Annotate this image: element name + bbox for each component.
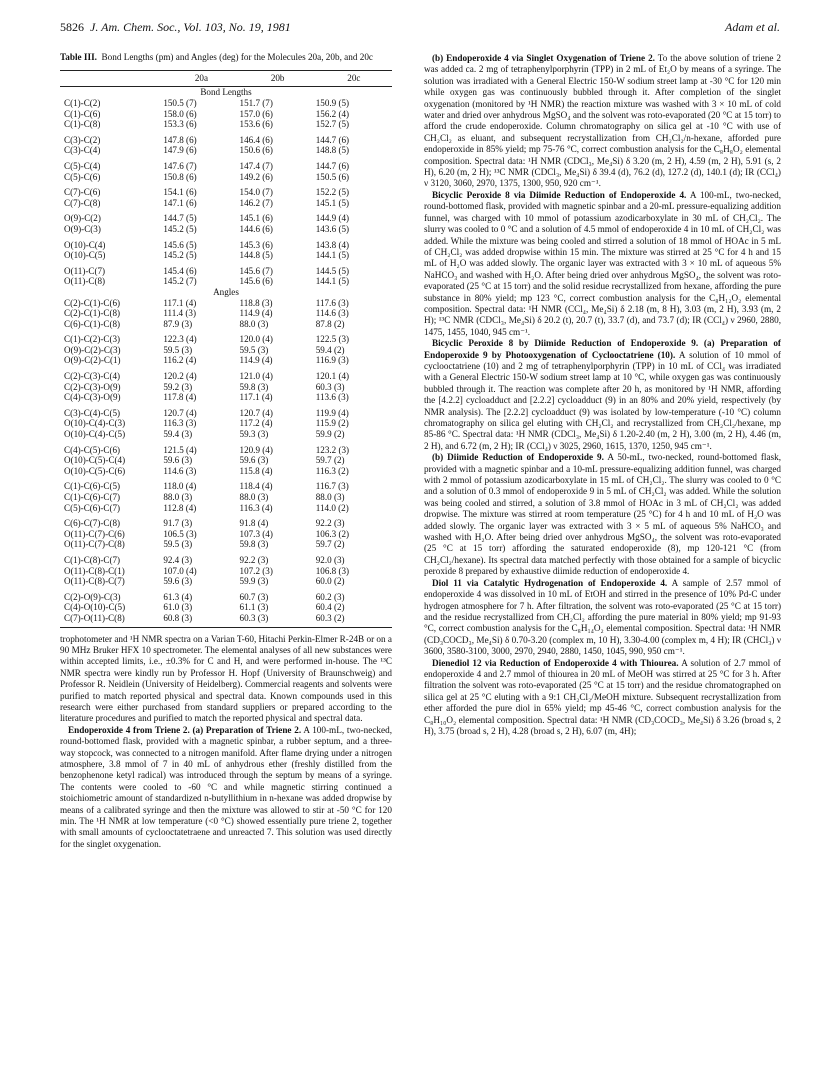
table-column-header: 20b (240, 71, 316, 87)
table-cell-bond: O(10)-C(5)-C(4) (64, 455, 126, 466)
paragraph-heading: (b) Diimide Reduction of Endoperoxide 9. (432, 452, 604, 463)
table-cell-value: 145.6 (5) (163, 239, 197, 250)
table-cell-bond: O(10)-C(4) (64, 239, 106, 250)
body-paragraph (60, 725, 392, 850)
table-cell-value: 59.7 (2) (315, 539, 345, 550)
table-row (60, 408, 392, 419)
paragraph-text: A solution of 2.7 mmol of endoperoxide 4 and 2.7 mmol of thiourea in 20 mL of MeOH was stirred at 25 °C for 3 h. After filtration the solvent was roto-evaporated (25 °C at 15 torr) and the residue chromatographed on silica gel at 25 °C eluting with a 9:1 CH₂Cl₂/MeOH mixture. Subsequent recrystallization from ether afforded the pure diol in 65% yield; mp 45-46 °C, correct combustion analysis for the C₈H₁₀O₂ elemental composition. Spectral data: ¹H NMR (CD₃COCD₃, Me₄Si) δ 3.26 (broad s, 2 H), 3.75 (broad s, 2 H), 4.28 (broad s, 2 H), 6.07 (m, 4H); (424, 657, 781, 736)
table-row (60, 119, 392, 130)
paragraph-heading: Dienediol 12 via Reduction of Endoperoxide 4 with Thiourea. (432, 657, 679, 668)
table-cell-value: 145.6 (7) (239, 265, 273, 276)
table-header (60, 71, 392, 87)
table-cell-bond: C(4)-O(10)-C(5) (64, 602, 126, 613)
table-cell-value: 92.2 (3) (315, 518, 345, 529)
table-cell-value: 156.2 (4) (315, 108, 350, 119)
table-cell-value: 154.0 (7) (239, 187, 273, 198)
table-cell-value: 114.9 (4) (239, 355, 273, 366)
table-row (60, 481, 392, 492)
table-cell-value: 88.0 (3) (239, 318, 269, 329)
table-cell-value: 149.2 (6) (239, 171, 273, 182)
table-row (60, 613, 392, 624)
paragraph-heading: Diol 11 via Catalytic Hydrogenation of Endoperoxide 4. (432, 577, 668, 588)
table-section-row (60, 87, 392, 98)
table-cell-value: 150.9 (5) (315, 98, 350, 108)
table-cell-value: 145.2 (7) (163, 276, 197, 287)
table-cell-value: 106.3 (2) (315, 528, 350, 539)
table-cell-value: 61.3 (4) (163, 591, 193, 602)
table-caption-label: Table III. (60, 52, 97, 62)
table-cell-value: 60.3 (3) (239, 612, 269, 623)
table-cell-value: 87.8 (2) (315, 318, 345, 329)
table-cell-value: 106.8 (3) (315, 565, 350, 576)
table-cell-value: 107.3 (4) (239, 528, 273, 539)
table-cell-bond: C(4)-C(5)-C(6) (64, 444, 121, 455)
table-cell-value: 60.2 (3) (315, 591, 345, 602)
table-cell-value: 145.4 (6) (163, 265, 197, 276)
body-paragraph (424, 53, 781, 190)
table-cell-value: 114.6 (3) (315, 308, 349, 319)
table-cell-value: 116.3 (4) (239, 502, 273, 513)
table-cell-value: 87.9 (3) (163, 318, 193, 329)
table-cell-bond: C(3)-C(2) (64, 134, 101, 145)
table-row (60, 308, 392, 319)
table-row (60, 224, 392, 235)
table-cell-value: 144.1 (5) (315, 250, 350, 261)
table-cell-value: 144.1 (5) (315, 276, 350, 287)
paragraph-text: trophotometer and ¹H NMR spectra on a Varian T-60, Hitachi Perkin-Elmer R-24B or on a 90 MHz Bruker HFX 10 spectrometer. The elemental analyses of all new substances were within accepted limits, i.e., ±0.3% for C and H, and were performed in-house. The ¹³C NMR spectra were kindly run by Professor H. Hopf (University of Braunschweig) and Professor R. Neidlein (University of Heidelberg). Commercial reagents and solvents were purified to match reported physical and spectral data. Known compounds used in this research were either purchased from standard suppliers or prepared according to the literature procedures and purified to match the reported physical and spectral data. (60, 633, 392, 724)
table-cell-bond: O(11)-C(8)-C(1) (64, 565, 125, 576)
paragraph-heading: Bicyclic Peroxide 8 by Diimide Reduction of Endoperoxide 9. (a) Preparation of Endoperoxide 9 by Photooxygenation of Cyclooctatriene (10). (424, 338, 781, 360)
table-cell-bond: C(1)-C(6) (64, 108, 101, 119)
table-cell-bond: C(1)-C(6)-C(7) (64, 492, 121, 502)
table-cell-value: 117.2 (4) (239, 418, 273, 429)
table-cell-value: 59.4 (3) (163, 429, 193, 440)
paragraph-text: A 100-mL, two-necked, round-bottomed flask, provided with magnetic spinbar and a 20-mL pressure-equalizing addition funnel, was charged with 10 mmol of potassium azodicarboxylate in 30 mL of CH₂Cl₂. The slurry was cooled to 0 °C and a solution of 4.5 mmol of endoperoxide 4 in 10 mL of CH₂Cl₂ was added. While the mixture was being cooled and stirred a solution of 18 mmol of HOAc in 5 mL of CH₂Cl₂ was added dropwise within 15 min. The mixture was stirred at 25 °C for 4 h and 15 mL of H₂O was added slowly. The organic layer was extracted with 3 × 10 mL of aqueous 5% NaHCO₃ and washed with H₂O. After being dried over anhydrous MgSO₄, the solvent was roto-evaporated (25 °C at 15 torr) and the solid residue recrystallized from hexane, affording the pure substance in 80% yield; mp 123 °C, correct combustion analysis for the C₈H₁₂O₂ elemental composition. Spectral data: ¹H NMR (CCl₄, Me₄Si) δ 2.18 (m, 8 H), 3.03 (m, 2 H), 3.93 (m, 2 H); ¹³C NMR (CDCl₃, Me₄Si) δ 20.2 (t), 20.7 (t), 33.7 (d), and 73.7 (d); IR (CCl₄) ν 2960, 2880, 1475, 1455, 1040, 945 cm⁻¹. (424, 189, 781, 337)
table-cell-bond: C(1)-C(2)-C(3) (64, 334, 121, 345)
body-paragraph (424, 658, 781, 738)
table-column-header (60, 71, 163, 87)
table-cell-value: 145.1 (5) (315, 197, 350, 208)
table-cell-value: 114.9 (4) (239, 308, 273, 319)
table-row (60, 566, 392, 577)
table-caption (60, 52, 392, 63)
paragraph-text: A solution of 10 mmol of cyclooctatriene (10) and 2 mg of tetraphenylporphyrin (TPP) in 10 mL of CCl₄ was irradiated with a General Electric 150-W sodium street lamp at 10 °C, while oxygen gas was continuously bubbled through it. The reaction was complete after 20 h, as monitored by ¹H NMR, affording the [4.2.2] cycloadduct and [2.2.2] cycloadduct (9) in an 80% and 20% yield, respectively (by NMR analysis). The [2.2.2] cycloadduct (9) was isolated by low-temperature (-10 °C) column chromatography on silica gel eluting with CH₂Cl₂ and recrystallized from CH₂Cl₂/hexane, mp 85-86 °C. Spectral data: ¹H NMR (CDCl₃, Me₄Si) δ 1.20-2.40 (m, 2 H), 3.00 (m, 2 H), 4.46 (m, 2 H), and 6.72 (m, 2 H); IR (CCl₄) ν 3025, 2960, 1615, 1370, 1250, 945 cm⁻¹. (424, 349, 781, 451)
table-row (60, 529, 392, 540)
table-cell-bond: O(11)-C(7) (64, 265, 106, 276)
table-row (60, 240, 392, 251)
table-cell-value: 147.6 (7) (163, 160, 197, 171)
table-cell-value: 106.5 (3) (163, 528, 197, 539)
table-cell-value: 92.4 (3) (163, 554, 193, 565)
table-cell-value: 144.7 (5) (163, 213, 197, 224)
table-cell-value: 117.1 (4) (163, 297, 197, 308)
paragraph-heading: (b) Endoperoxide 4 via Singlet Oxygenation of Triene 2. (432, 53, 655, 63)
table-cell-bond: O(11)-C(7)-C(6) (64, 528, 125, 539)
table-cell-value: 151.7 (7) (239, 98, 273, 108)
table-cell-value: 153.6 (6) (239, 119, 273, 130)
table-row (60, 492, 392, 503)
table-row (60, 592, 392, 603)
body-paragraph (60, 634, 392, 725)
table-cell-bond: O(10)-C(5) (64, 250, 106, 261)
table-cell-value: 120.1 (4) (315, 371, 350, 382)
table-cell-bond: O(11)-C(8) (64, 276, 106, 287)
table-cell-value: 107.2 (3) (239, 565, 273, 576)
table-cell-value: 61.0 (3) (163, 602, 193, 613)
table-cell-bond: C(5)-C(6)-C(7) (64, 502, 121, 513)
table-cell-value: 145.2 (5) (163, 223, 197, 234)
table-cell-value: 116.3 (3) (163, 418, 197, 429)
table-cell-value: 145.1 (6) (239, 213, 273, 224)
table-cell-value: 88.0 (3) (239, 492, 269, 502)
table-column-header: 20a (163, 71, 239, 87)
table-cell-value: 144.9 (4) (315, 213, 350, 224)
body-paragraph (424, 338, 781, 452)
table-cell-value: 117.6 (3) (315, 297, 349, 308)
table-cell-bond: C(3)-C(4)-C(5) (64, 407, 121, 418)
table-cell-value: 144.8 (5) (239, 250, 273, 261)
table-cell-value: 144.6 (6) (239, 223, 273, 234)
table-cell-value: 60.3 (2) (315, 612, 345, 623)
table-cell-value: 91.8 (4) (239, 518, 269, 529)
table-cell-value: 147.8 (6) (163, 134, 197, 145)
table-cell-value: 114.6 (3) (163, 465, 197, 476)
table-cell-bond: C(2)-C(3)-C(4) (64, 371, 121, 382)
table-row (60, 382, 392, 393)
table-cell-value: 152.7 (5) (315, 119, 350, 130)
table-cell-value: 112.8 (4) (163, 502, 197, 513)
table-row (60, 455, 392, 466)
table-cell-value: 59.7 (2) (315, 455, 345, 466)
left-text (60, 634, 392, 851)
table-cell-value: 59.9 (3) (239, 576, 269, 587)
table-cell-value: 116.2 (4) (163, 355, 197, 366)
table-row (60, 298, 392, 309)
table-cell-value: 157.0 (6) (239, 108, 273, 119)
table-cell-bond: C(7)-C(8) (64, 197, 101, 208)
table-header-row (60, 71, 392, 87)
table-row (60, 539, 392, 550)
table-column-header: 20c (316, 71, 392, 87)
table-cell-value: 114.0 (2) (315, 502, 349, 513)
table-cell-value: 120.2 (4) (163, 371, 197, 382)
table-cell-value: 116.9 (3) (315, 355, 349, 366)
table-cell-bond: C(1)-C(8) (64, 119, 101, 130)
table-cell-bond: C(6)-C(7)-C(8) (64, 518, 121, 529)
table-cell-value: 59.5 (3) (163, 344, 193, 355)
table-row (60, 334, 392, 345)
table-cell-value: 147.4 (7) (239, 160, 273, 171)
table-cell-value: 91.7 (3) (163, 518, 193, 529)
table-row (60, 187, 392, 198)
table-row (60, 466, 392, 477)
page-header (60, 20, 780, 40)
table-cell-value: 120.7 (4) (239, 407, 273, 418)
table-cell-value: 116.7 (3) (315, 481, 349, 492)
table-section-title: Bond Lengths (200, 87, 252, 98)
table-cell-bond: O(9)-C(2) (64, 213, 101, 224)
table-cell-value: 59.2 (3) (163, 381, 193, 392)
table-row (60, 392, 392, 403)
table-cell-value: 59.9 (2) (315, 429, 345, 440)
table-cell-value: 60.7 (3) (239, 591, 269, 602)
table-cell-bond: C(6)-C(1)-C(8) (64, 318, 121, 329)
table-cell-bond: C(5)-C(4) (64, 160, 101, 171)
table-body (60, 87, 392, 627)
table-cell-bond: O(9)-C(2)-C(3) (64, 344, 121, 355)
table-section-row (60, 287, 392, 298)
table-cell-value: 144.7 (6) (315, 160, 350, 171)
table-row (60, 109, 392, 120)
table-row (60, 198, 392, 209)
table-cell-value: 150.6 (6) (239, 145, 273, 156)
table-row (60, 266, 392, 277)
table-cell-bond: O(9)-C(3) (64, 223, 101, 234)
table-cell-value: 59.5 (3) (163, 539, 193, 550)
table-cell-value: 59.6 (3) (239, 455, 269, 466)
table-row (60, 602, 392, 613)
table-cell-value: 145.2 (5) (163, 250, 197, 261)
table-cell-bond: C(1)-C(2) (64, 98, 101, 108)
table-row (60, 250, 392, 261)
table-cell-value: 150.5 (6) (315, 171, 350, 182)
table-cell-value: 148.8 (5) (315, 145, 350, 156)
table-cell-value: 150.5 (7) (163, 98, 197, 108)
table-row (60, 345, 392, 356)
table-cell-value: 107.0 (4) (163, 565, 197, 576)
table-cell-bond: C(3)-C(4) (64, 145, 101, 156)
table-cell-bond: O(10)-C(5)-C(6) (64, 465, 126, 476)
table-cell-value: 123.2 (3) (315, 444, 350, 455)
table-row (60, 371, 392, 382)
table-cell-bond: C(2)-C(1)-C(8) (64, 308, 121, 319)
table-cell-bond: C(4)-C(3)-O(9) (64, 392, 121, 403)
table-cell-value: 121.5 (4) (163, 444, 197, 455)
table-cell-value: 143.8 (4) (315, 239, 350, 250)
table-cell-value: 144.5 (5) (315, 265, 350, 276)
table-cell-value: 60.0 (2) (315, 576, 345, 587)
table-cell-value: 121.0 (4) (239, 371, 273, 382)
table-cell-value: 117.1 (4) (239, 392, 273, 403)
table-cell-bond: O(11)-C(8)-C(7) (64, 576, 125, 587)
table-cell-value: 115.9 (2) (315, 418, 349, 429)
table-bottom-rule (60, 624, 392, 628)
right-column (424, 53, 781, 737)
table-cell-value: 88.0 (3) (315, 492, 345, 502)
table-cell-value: 118.0 (4) (163, 481, 197, 492)
table-row (60, 555, 392, 566)
table-cell-value: 88.0 (3) (163, 492, 193, 502)
table-cell-value: 146.4 (6) (239, 134, 273, 145)
table-cell-value: 120.0 (4) (239, 334, 273, 345)
table-cell-value: 145.3 (6) (239, 239, 273, 250)
table-cell-value: 59.6 (3) (163, 576, 193, 587)
table-cell-value: 154.1 (6) (163, 187, 197, 198)
table-cell-value: 59.4 (2) (315, 344, 345, 355)
paragraph-text: A 50-mL, two-necked, round-bottomed flask, provided with a magnetic spinbar and a 10-mL pressure-equalizing addition funnel, was charged with 2 mmol of potassium azodicarboxylate in 15 mL of CH₂Cl₂. The slurry was cooled to 0 °C and a solution of 0.3 mmol of endoperoxide 9 in 5 mL of CH₂Cl₂ was added. While the solution was being cooled and stirred, a solution of 3.8 mmol of HOAc in 3 mL of CH₂Cl₂ was added dropwise. The mixture was stirred at room temperature (25 °C) for 4 h and 10 mL of H₂O was added slowly. The organic layer was extracted with 3 × 5 mL of aqueous 5% NaHCO₃ and washed with H₂O. After being dried over anhydrous MgSO₄, the solvent was roto-evaporated (25 °C at 15 torr) affording the saturated endoperoxide (8), mp 120-121 °C (from CH₂Cl₂/hexane). Its spectral data matched perfectly with those obtained for a sample of bicyclic peroxide 8 prepared by exhaustive diimide reduction of endoperoxide 4. (424, 452, 781, 577)
journal-citation: J. Am. Chem. Soc., Vol. 103, No. 19, 1981 (90, 20, 291, 34)
table-cell-bond: C(1)-C(6)-C(5) (64, 481, 121, 492)
table-cell-value: 116.3 (2) (315, 465, 349, 476)
table-row (60, 145, 392, 156)
table-row (60, 418, 392, 429)
table-cell-value: 115.8 (4) (239, 465, 273, 476)
table-cell-value: 145.6 (6) (239, 276, 273, 287)
table-cell-value: 59.5 (3) (239, 344, 269, 355)
table-cell-value: 143.6 (5) (315, 223, 350, 234)
table-row (60, 576, 392, 587)
table-cell-value: 118.4 (4) (239, 481, 273, 492)
table-cell-bond: O(11)-C(7)-C(8) (64, 539, 125, 550)
table-cell-bond: C(2)-C(1)-C(6) (64, 297, 121, 308)
table-cell-value: 60.4 (2) (315, 602, 345, 613)
table-cell-value: 92.2 (3) (239, 554, 269, 565)
right-text (424, 53, 781, 737)
table-cell-bond: C(7)-C(6) (64, 187, 101, 198)
header-authors: Adam et al. (725, 20, 780, 34)
table-cell-value: 120.9 (4) (239, 444, 273, 455)
table-cell-value: 158.0 (6) (163, 108, 197, 119)
table-row (60, 135, 392, 146)
table-cell-value: 120.7 (4) (163, 407, 197, 418)
table-cell-value: 59.8 (3) (239, 539, 269, 550)
table-cell-value: 111.4 (3) (163, 308, 196, 319)
table-section-title: Angles (213, 286, 239, 297)
body-paragraph (424, 452, 781, 577)
table-cell-value: 92.0 (3) (315, 554, 345, 565)
table-cell-value: 147.1 (6) (163, 197, 197, 208)
table-cell-value: 59.3 (3) (239, 429, 269, 440)
table-cell-bond: O(10)-C(4)-C(3) (64, 418, 126, 429)
paragraph-text: A 100-mL, two-necked, round-bottomed flask, provided with a magnetic spinbar, a rubber septum, and a three-way stopcock, was connected to a nitrogen manifold. After flame drying under a nitrogen atmosphere, 3.8 mmol of 7 in 40 mL of anhydrous ether (freshly distilled from the benzophenone ketyl radical) was introduced through the septum by means of a syringe. The contents were cooled to -60 °C and while magnetic stirring continued a stoichiometric amount of standardized n-butyllithium in n-hexane was added dropwise by means of a calibrated syringe and then the mixture was allowed to stir at -50 °C for 120 min. The ¹H NMR at low temperature (<0 °C) showed essentially pure triene 2, together with small amounts of cyclooctatetraene and unreacted 7. This solution was used directly for the singlet oxygenation. (60, 724, 392, 849)
table-cell-value: 146.2 (7) (239, 197, 273, 208)
table-cell-bond: C(2)-C(3)-O(9) (64, 381, 121, 392)
table-cell-value: 113.6 (3) (315, 392, 349, 403)
table-cell-bond: C(2)-O(9)-C(3) (64, 591, 121, 602)
table-cell-value: 122.5 (3) (315, 334, 350, 345)
table-cell-value: 150.8 (6) (163, 171, 197, 182)
table-cell-bond: O(10)-C(4)-C(5) (64, 429, 126, 440)
paragraph-heading: Endoperoxide 4 from Triene 2. (a) Preparation of Triene 2. (68, 724, 302, 735)
table-row (60, 161, 392, 172)
table-cell-value: 117.8 (4) (163, 392, 197, 403)
table-cell-bond: C(1)-C(8)-C(7) (64, 554, 121, 565)
table-cell-value: 59.8 (3) (239, 381, 269, 392)
table-cell-value: 152.2 (5) (315, 187, 350, 198)
table-cell-value: 59.6 (3) (163, 455, 193, 466)
table-cell-value: 61.1 (3) (239, 602, 269, 613)
table-cell-bond: C(5)-C(6) (64, 171, 101, 182)
bond-table (60, 70, 392, 628)
body-paragraph (424, 578, 781, 658)
table-row (60, 445, 392, 456)
paragraph-text: To the above solution of triene 2 was added ca. 2 mg of tetraphenylporphyrin (TPP) in 2 mL of Et₂O by means of a syringe. The solution was irradiated with a General Electric 150-W sodium street lamp at -30 °C for 120 min while oxygen gas was continuously bubbled through it. After completion of the singlet oxygenation (monitored by ¹H NMR) the reaction mixture was washed with 3 × 10 mL of cold water and dried over anhydrous MgSO₄ and the solvent was roto-evaporated (20 °C at 15 torr) to afford the crude endoperoxide. Column chromatography on silica gel at -10 °C with use of CH₂Cl₂ as eluant, and subsequent recrystallization from CH₂Cl₂/n-hexane, afforded pure endoperoxide in 85% yield; mp 75-76 °C, correct combustion analysis for the C₈H₈O₂ elemental composition. Spectral data: ¹H NMR (CDCl₃, Me₄Si) δ 3.20 (m, 2 H), 4.59 (m, 2 H), 5.91 (s, 2 H), 6.20 (m, 2 H); ¹³C NMR (CDCl₃, Me₄Si) δ 39.4 (d), 76.2 (d), 127.2 (d), 140.1 (d); IR (CCl₄) ν 3120, 3060, 2970, 1375, 1300, 950, 920 cm⁻¹. (424, 53, 781, 189)
table-cell-value: 122.3 (4) (163, 334, 197, 345)
table-cell-bond: O(9)-C(2)-C(1) (64, 355, 121, 366)
table-row (60, 98, 392, 109)
table-row (60, 429, 392, 440)
table-bottom-rule-cell (60, 624, 392, 628)
table-row (60, 503, 392, 514)
table-cell-value: 144.7 (6) (315, 134, 350, 145)
table-row (60, 355, 392, 366)
table-row (60, 172, 392, 183)
left-column (60, 52, 392, 850)
paragraph-text: A sample of 2.57 mmol of endoperoxide 4 was dissolved in 10 mL of EtOH and stirred in the presence of 10% Pd-C under hydrogen atmosphere for 7 h. After filtration, the solvent was roto-evaporated (25 °C at 15 torr) and the residue recrystallized from CH₂Cl₂ affording the pure material in 80% yield; mp 91-93 °C, correct combustion analysis for the C₈H₁₄O₂ elemental composition. Spectral data: ¹H NMR (CD₃COCD₃, Me₄Si) δ 0.70-3.20 (complex m, 10 H), 3.30-4.00 (complex m, 4 H); IR (CHCl₃) ν 3600, 3580-3100, 3000, 2970, 2940, 2880, 1450, 1045, 990, 950 cm⁻¹. (424, 577, 782, 657)
table-cell-value: 153.3 (6) (163, 119, 197, 130)
table-cell-bond: C(7)-O(11)-C(8) (64, 612, 125, 623)
table-cell-value: 119.9 (4) (315, 407, 349, 418)
table-cell-value: 60.8 (3) (163, 612, 193, 623)
table-row (60, 213, 392, 224)
table-row (60, 276, 392, 287)
table-row (60, 319, 392, 330)
table-cell-value: 60.3 (3) (315, 381, 345, 392)
table-caption-text: Bond Lengths (pm) and Angles (deg) for the Molecules 20a, 20b, and 20c (101, 52, 374, 62)
page-number: 5826 (60, 20, 84, 34)
table-row (60, 518, 392, 529)
paragraph-heading: Bicyclic Peroxide 8 via Diimide Reduction of Endoperoxide 4. (432, 189, 687, 200)
body-paragraph (424, 190, 781, 338)
table-cell-value: 147.9 (6) (163, 145, 197, 156)
table-cell-value: 118.8 (3) (239, 297, 273, 308)
header-left (60, 20, 291, 35)
